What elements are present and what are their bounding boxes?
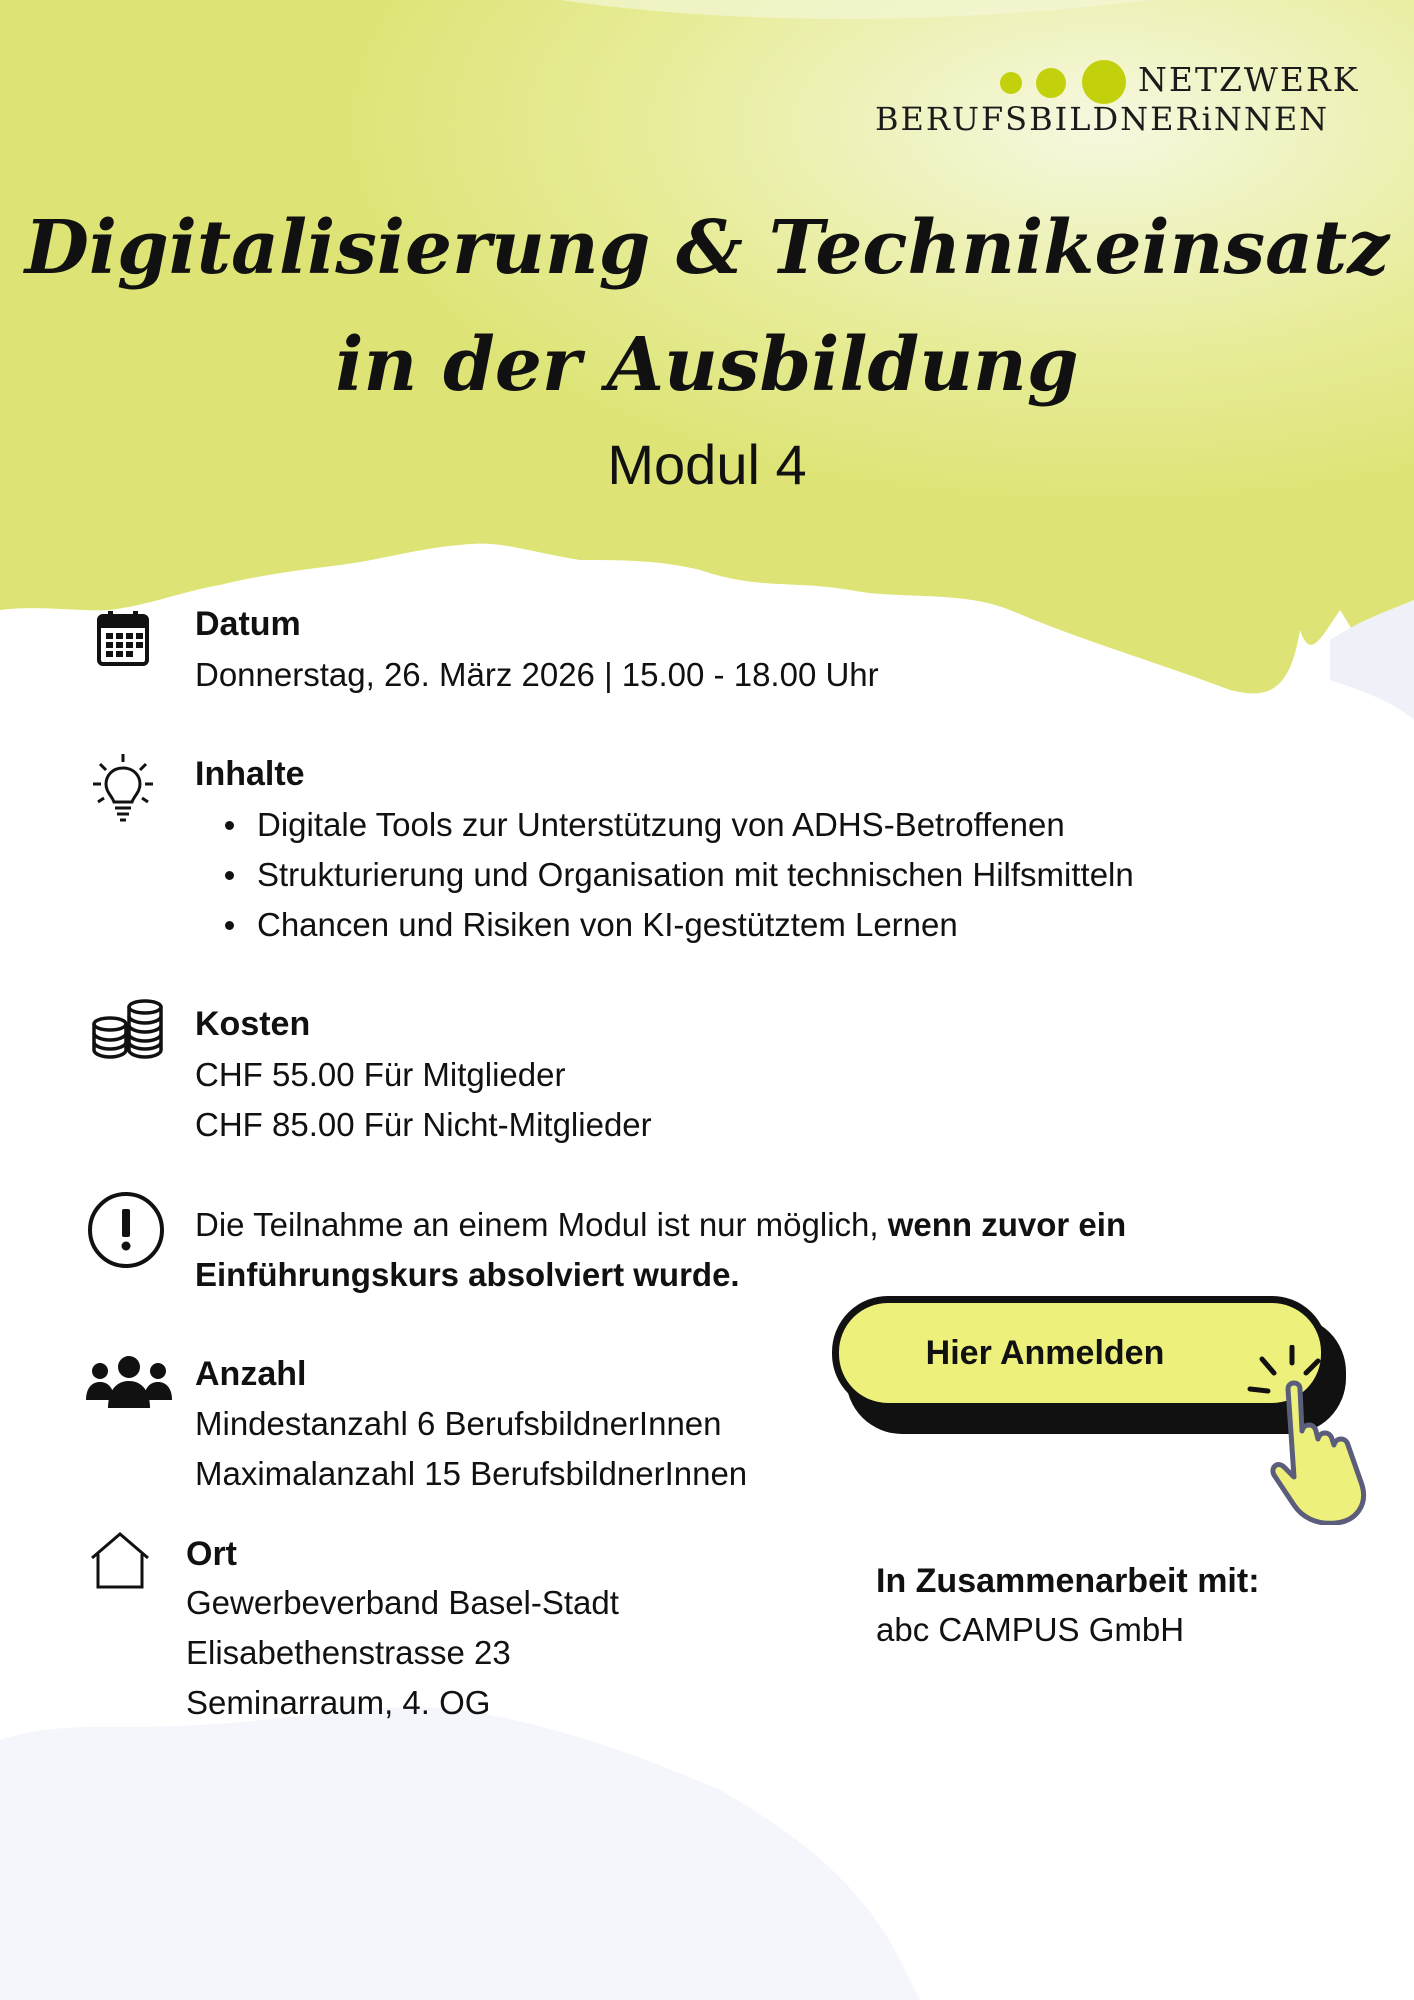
list-item: Digitale Tools zur Unterstützung von ADHS-Betroffenen [195,800,1134,850]
calendar-icon [96,610,152,668]
hinweis-plain: Die Teilnahme an einem Modul ist nur möglich, [195,1206,888,1243]
ort-line-2: Elisabethenstrasse 23 [186,1634,511,1671]
hinweis-bold-1: wenn zuvor ein [887,1206,1127,1243]
logo-dot-large [1082,60,1126,104]
anzahl-line-1: Mindestanzahl 6 BerufsbildnerInnen [195,1405,722,1442]
brand-logo [870,56,1360,146]
kosten-label: Kosten [195,1005,311,1043]
coins-icon [90,998,166,1060]
hinweis-bold-2: Einführungskurs absolviert wurde. [195,1256,740,1293]
inhalte-list [195,800,1134,950]
page-subtitle: Modul 4 [607,433,807,496]
datum-value: Donnerstag, 26. März 2026 | 15.00 - 18.00 Uhr [195,656,879,693]
house-icon [88,1530,152,1590]
anzahl-line-2: Maximalanzahl 15 BerufsbildnerInnen [195,1455,748,1492]
list-item: Strukturierung und Organisation mit technischen Hilfsmitteln [195,850,1134,900]
anzahl-label: Anzahl [195,1355,307,1393]
page-title-line1: Digitalisierung & Technikeinsatz [24,205,1390,291]
partner-name: abc CAMPUS GmbH [876,1611,1185,1648]
logo-dot-medium [1036,68,1066,98]
pointing-hand-icon[interactable] [1240,1345,1414,1525]
partner-label: In Zusammenarbeit mit: [876,1562,1260,1600]
ort-line-1: Gewerbeverband Basel-Stadt [186,1584,619,1621]
hinweis-text [195,1200,1245,1300]
people-icon [86,1356,172,1412]
ort-line-3: Seminarraum, 4. OG [186,1684,491,1721]
page-title-line2: in der Ausbildung [335,322,1079,408]
kosten-line-2: CHF 85.00 Für Nicht-Mitglieder [195,1106,652,1143]
list-item: Chancen und Risiken von KI-gestütztem Lernen [195,900,1134,950]
logo-line1: NETZWERK [1138,60,1360,99]
logo-dot-small [1000,72,1022,94]
ort-label: Ort [186,1535,237,1573]
lightbulb-icon [92,752,154,826]
kosten-line-1: CHF 55.00 Für Mitglieder [195,1056,566,1093]
exclamation-icon [86,1190,166,1270]
datum-label: Datum [195,605,301,643]
logo-line2: BERUFSBILDNERiNNEN [875,100,1330,138]
inhalte-label: Inhalte [195,755,305,793]
register-button[interactable]: Hier Anmelden [832,1296,1328,1410]
